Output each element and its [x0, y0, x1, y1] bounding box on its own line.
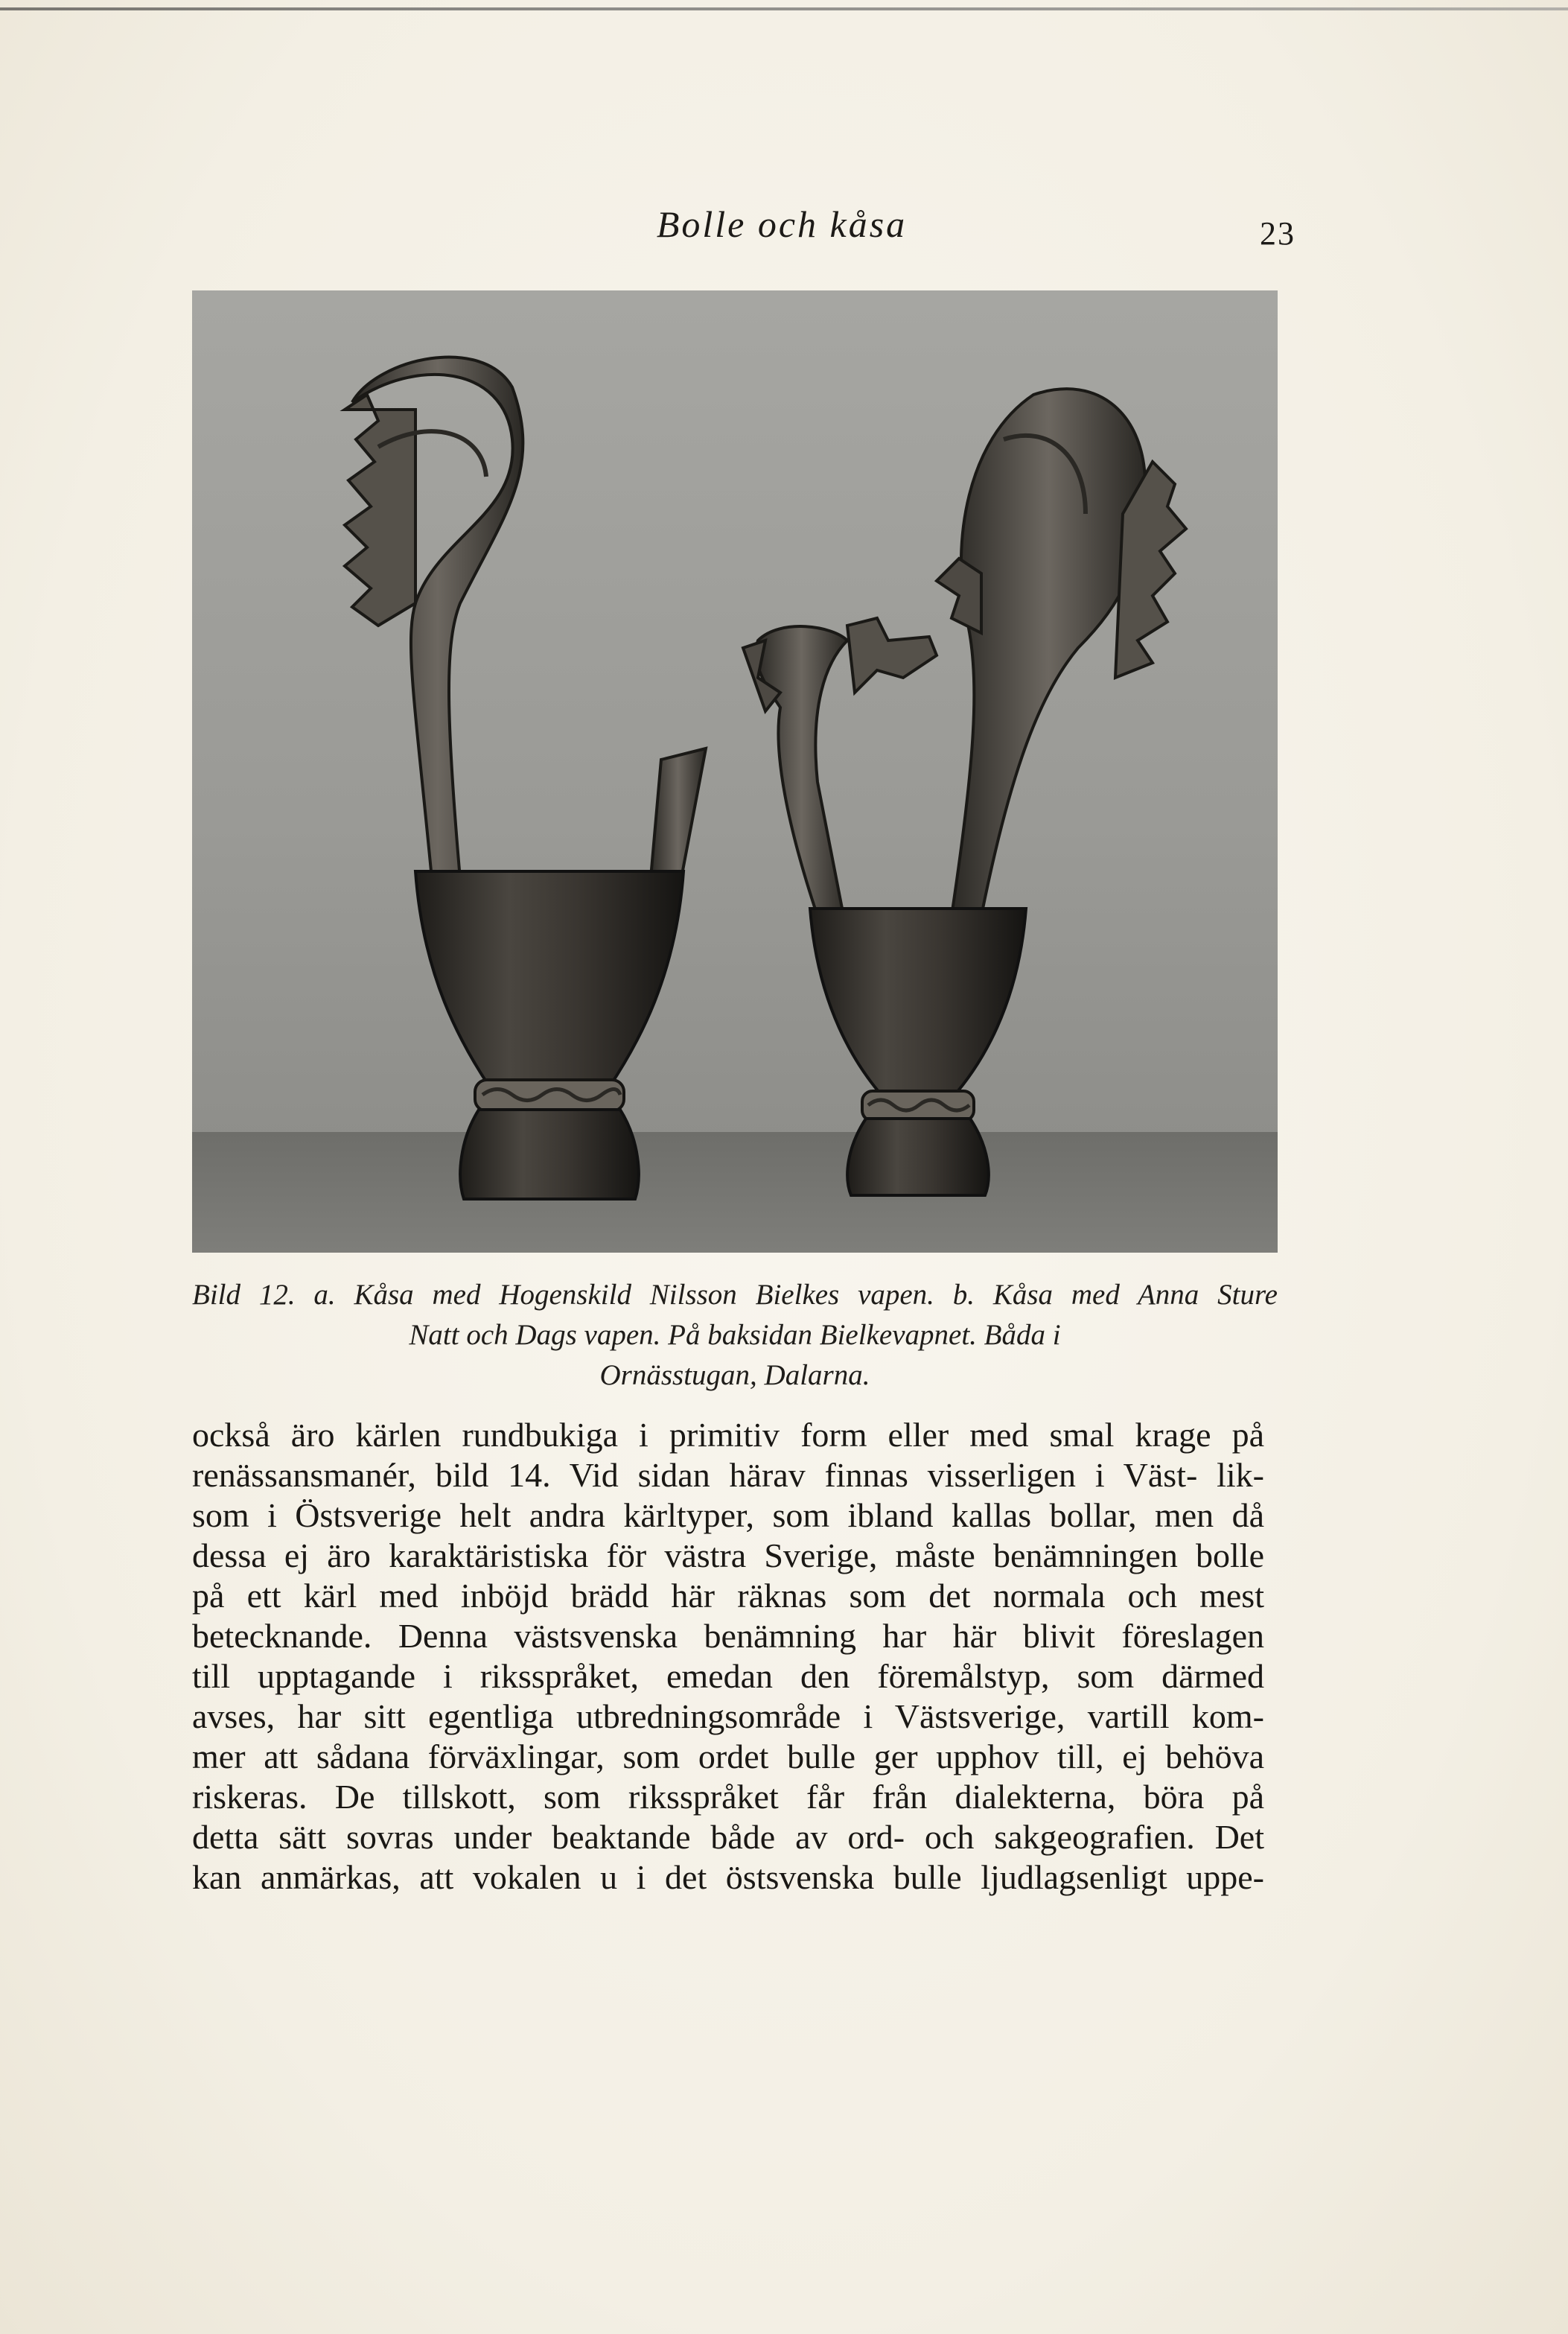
- text-line: dessa ej äro karaktäristiska för västra Sverige, måste benämningen bolle: [192, 1536, 1264, 1574]
- running-head: Bolle och kåsa: [656, 203, 908, 245]
- photo-plate: [192, 290, 1278, 1253]
- body-paragraph: [192, 1415, 1264, 1898]
- page-number: 23: [1260, 215, 1295, 252]
- text-line: som i Östsverige helt andra kärltyper, som ibland kallas bollar, men då: [192, 1496, 1264, 1534]
- caption-line: Ornässtugan, Dalarna.: [599, 1359, 870, 1391]
- figure-caption: [192, 1275, 1278, 1396]
- text-line: till upptagande i riksspråket, emedan den föremålstyp, som därmed: [192, 1657, 1264, 1695]
- text-line: riskeras. De tillskott, som riksspråket får från dialekterna, böra på: [192, 1778, 1264, 1816]
- text-line: kan anmärkas, att vokalen u i det östsvenska bulle ljudlagsenligt uppe-: [192, 1858, 1264, 1896]
- text-line: renässansmanér, bild 14. Vid sidan härav finnas visserligen i Väst- lik-: [192, 1456, 1264, 1494]
- text-line: också äro kärlen rundbukiga i primitiv form eller med smal krage på: [192, 1416, 1264, 1454]
- text-line: betecknande. Denna västsvenska benämning har här blivit föreslagen: [192, 1617, 1264, 1655]
- text-line: på ett kärl med inböjd brädd här räknas som det normala och mest: [192, 1577, 1264, 1615]
- top-edge-rule: [0, 7, 1568, 10]
- text-line: avses, har sitt egentliga utbredningsområde i Västsverige, vartill kom-: [192, 1697, 1264, 1735]
- text-line: detta sätt sovras under beaktande både av ord- och sakgeografien. Det: [192, 1818, 1264, 1856]
- kasa-photograph: [192, 290, 1278, 1253]
- text-line: mer att sådana förväxlingar, som ordet bulle ger upphov till, ej behöva: [192, 1737, 1264, 1775]
- caption-line: Natt och Dags vapen. På baksidan Bielkevapnet. Båda i: [409, 1319, 1061, 1351]
- caption-line: Bild 12. a. Kåsa med Hogenskild Nilsson Bielkes vapen. b. Kåsa med Anna Sture: [192, 1279, 1278, 1311]
